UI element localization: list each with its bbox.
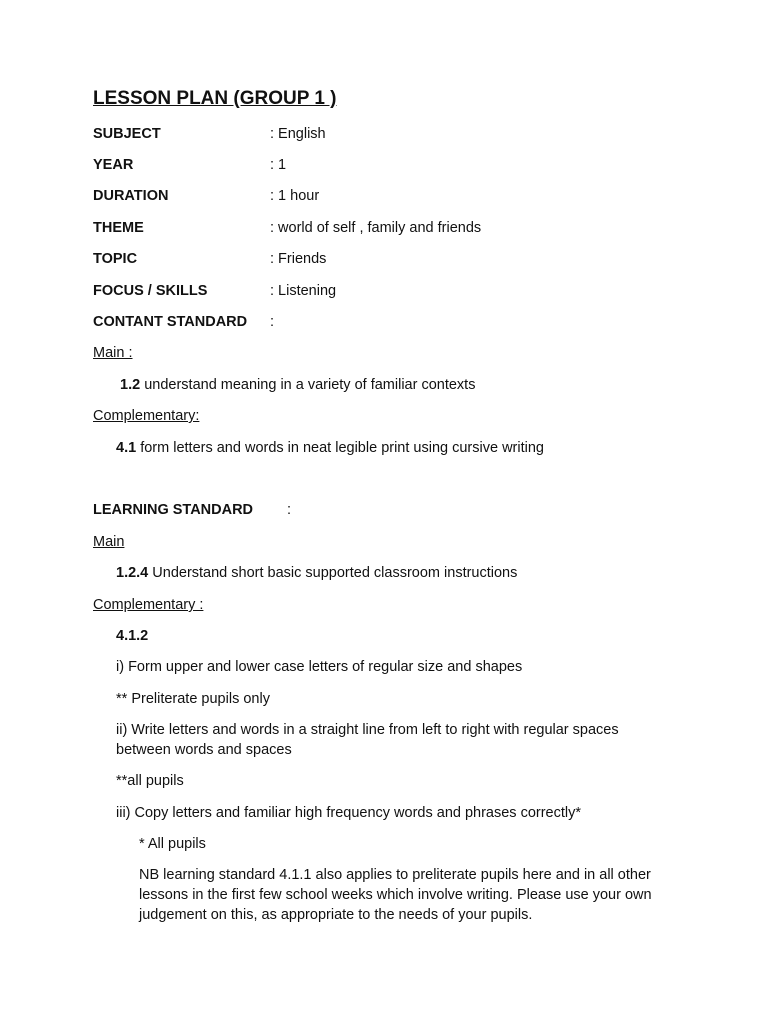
field-label-topic: TOPIC xyxy=(93,251,138,267)
learning-main-heading: Main xyxy=(93,534,125,550)
content-comp-item xyxy=(116,438,544,458)
page-title: LESSON PLAN (GROUP 1 ) xyxy=(93,88,337,109)
field-label-duration: DURATION xyxy=(93,188,169,204)
field-label-year: YEAR xyxy=(93,157,134,173)
learning-item-1: i) Form upper and lower case letters of regular size and shapes xyxy=(116,659,523,675)
learning-main-text: Understand short basic supported classroom instructions xyxy=(152,565,518,581)
field-label-subject: SUBJECT xyxy=(93,126,161,142)
content-comp-heading: Complementary: xyxy=(93,408,200,424)
field-label-theme: THEME xyxy=(93,220,144,236)
field-value-year: : 1 xyxy=(270,157,287,173)
content-main-code: 1.2 xyxy=(120,377,141,393)
learning-item-5: iii) Copy letters and familiar high frequency words and phrases correctly* xyxy=(116,805,582,821)
learning-comp-code: 4.1.2 xyxy=(116,628,149,644)
field-label-focus-skills: FOCUS / SKILLS xyxy=(93,283,208,299)
field-value-duration: : 1 hour xyxy=(270,188,320,204)
content-main-item xyxy=(120,375,475,395)
field-value-theme: : world of self , family and friends xyxy=(270,220,482,236)
field-value-focus-skills: : Listening xyxy=(270,283,337,299)
field-value-topic: : Friends xyxy=(270,251,327,267)
content-main-heading: Main : xyxy=(93,345,133,361)
learning-standard-colon: : xyxy=(287,502,292,518)
content-comp-text: form letters and words in neat legible print using cursive writing xyxy=(140,440,544,456)
content-main-text: understand meaning in a variety of familiar contexts xyxy=(144,377,476,393)
learning-item-3: ii) Write letters and words in a straight line from left to right with regular spaces between words and spaces xyxy=(116,722,619,758)
note-all-pupils: * All pupils xyxy=(139,836,206,852)
field-value-content-standard: : xyxy=(270,314,275,330)
learning-main-code: 1.2.4 xyxy=(116,565,149,581)
learning-main-item xyxy=(116,563,517,583)
learning-standard-label: LEARNING STANDARD xyxy=(93,502,254,518)
content-comp-code: 4.1 xyxy=(116,440,137,456)
learning-item-2: ** Preliterate pupils only xyxy=(116,691,270,707)
field-label-content-standard: CONTANT STANDARD xyxy=(93,314,248,330)
learning-comp-heading: Complementary : xyxy=(93,597,204,613)
field-value-subject: : English xyxy=(270,126,326,142)
learning-item-4: **all pupils xyxy=(116,773,184,789)
note-nb: NB learning standard 4.1.1 also applies to preliterate pupils here and in all other lessons in the first few school weeks which involve writing. Please use your own judgement on this, as appropriate to the needs of your pupils. xyxy=(139,867,652,923)
